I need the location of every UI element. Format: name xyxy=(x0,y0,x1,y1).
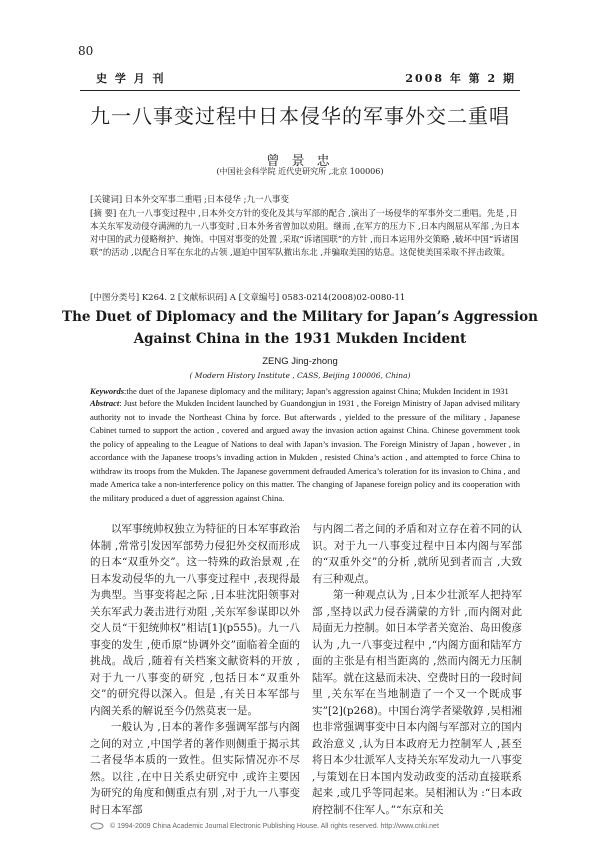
issue-info: 2008 年 第 2 期 xyxy=(405,72,516,85)
abstract-english-label: Abstract xyxy=(90,398,120,408)
title-english-line1: The Duet of Diplomacy and the Military for Japan’s Aggression xyxy=(62,309,538,325)
header-rule xyxy=(80,90,520,91)
page-number: 80 xyxy=(78,44,94,58)
keywords-chinese: [关键词] 日本外交军事二重唱 ;日本侵华 ;九一八事变 xyxy=(90,195,289,205)
keywords-english-label: Keywords xyxy=(90,386,124,396)
affiliation-english: ( Modern History Institute , CASS, Beijing 100006, China) xyxy=(189,371,411,380)
body-paragraph-continued: 与内阁二者之间的矛盾和对立存在着不同的认识。对于九一八事变过程中日本内阁与军部的“双重外交”的分析 ,就所见到者而言 ,大致有三种观点。 xyxy=(312,523,522,585)
copyright-text: © 1994-2009 China Academic Journal Electronic Publishing House. All rights reserved. http://www.cnki.net xyxy=(110,822,439,830)
keywords-english-text: :the duet of the Japanese diplomacy and the military; Japan’s aggression against China; Mukden Incident in 1931 xyxy=(124,386,509,396)
body-paragraph: 一般认为 ,日本的著作多强调军部与内阁之间的对立 ,中国学者的著作则侧重于揭示其二者侵华本质的一致性。但实际情况亦不尽然。以往 ,在中日关系史研究中 ,或许主要因为研究的角度和侧重点有别 ,对于九一八事变时日本军部 xyxy=(90,721,300,816)
title-english-line2: Against China in the 1931 Mukden Incident xyxy=(133,331,467,347)
body-column-right xyxy=(312,521,522,818)
running-header xyxy=(96,70,516,86)
publisher-logo-icon xyxy=(90,822,104,830)
author-english: ZENG Jing-zhong xyxy=(262,356,338,367)
abstract-chinese: [摘 要] 在九一八事变过程中 ,日本外交方针的变化及其与军部的配合 ,演出了一场侵华的军事外交二重唱。先是 ,日本关东军发动侵夺满洲的九一八事变时 ,日本外务省曾加以劝阻。继而 ,在军方的压力下 ,日本内阁屈从军部 ,为日本对中国的武力侵略辩护、掩饰。中国对事变的处置 ,采取“诉诸国联”的方针 ,而日本运用外交策略 ,破坏中国“诉诸国联”的活动 ,以配合日军在东北的占领 ,逼迫中国军队撤出东北 ,并骗取美国的姑息。这促使美国采取不抨击政策。 xyxy=(90,209,520,258)
affiliation-chinese: (中国社会科学院 近代史研究所 ,北京 100006) xyxy=(216,167,384,176)
body-column-left xyxy=(90,521,300,818)
body-paragraph: 第一种观点认为 ,日本少壮派军人把持军部 ,坚持以武力侵吞满蒙的方针 ,而内阁对此局面无力控制。如日本学者关宽治、岛田俊彦认为 ,九一八事变过程中 ,“内阁方面和陆军方面的主张是有相当距离的 ,然而内阁无力压制陆军。就在这悬而未决、空费时日的一段时间里 ,关东军在当地制造了一个又一个既成事实”[2](p268)。中国台湾学者梁敬錞 ,吴相湘也非常强调事变中日本内阁与军部对立的国内政治意义 ,认为日本政府无力控制军人 ,甚至将日本少壮派军人支持关东军发动九一八事变 ,与策划在日本国内发动政变的活动直接联系起来 ,或几乎等同起来。吴相湘认为 :“日本政府控制不住军人。”“东京和关 xyxy=(312,589,522,816)
title-chinese: 九一八事变过程中日本侵华的军事外交二重唱 xyxy=(90,104,510,128)
title-english xyxy=(60,306,540,350)
abstract-english-text: : Just before the Mukden Incident launched by Guandongjun in 1931 , the Foreign Ministry of Japan advised military authority not to invade the Northeast China by force. But afterwards , yielded to the pressure of the military , Japanese Cabinet turned to support the action , covered and argued away the invasion action against China. Chinese government took the policy of appealing to the League of Nations to deal with Japan’s invasion. The Foreign Ministry of Japan , however , in accordance with the Japanese troops’s invading action in Mukden , resisted China’s action , and attempted to force China to withdraw its troops from the Mukden. The Japanese government defrauded America’s toleration for its invasion to China , and made America take a non-interference policy on this matter. The changing of Japanese foreign policy and its cooperation with the military produced a duet of aggression against China. xyxy=(90,398,520,503)
copyright-footer xyxy=(90,822,530,830)
body-paragraph: 以军事统帅权独立为特征的日本军事政治体制 ,常常引发因军部势力侵犯外交权而形成的日本“双重外交”。这一特殊的政治景观 ,在日本发动侵华的九一八事变过程中 ,表现得最为典型。当事变将起之际 ,日本驻沈阳领事对关东军武力袭击进行劝阻 ,关东军参谋即以外交人员“干犯统帅权”相诘[1](p555)。九一八事变的发生 ,使币原“协调外交”面临着全面的挑战。战后 ,随着有关档案文献资料的开放 ,对于九一八事变的研究 ,包括日本“双重外交”的研究得以深入。但是 ,有关日本军部与内阁关系的解说至今仍然莫衷一是。 xyxy=(90,523,300,717)
journal-name: 史 学 月 刊 xyxy=(96,72,166,85)
abstract-english xyxy=(90,397,520,505)
author-chinese: 曾 景 忠 xyxy=(266,154,334,169)
classification-info: [中图分类号] K264. 2 [文献标识码] A [文章编号] 0583-0214(2008)02-0080-11 xyxy=(90,293,406,303)
